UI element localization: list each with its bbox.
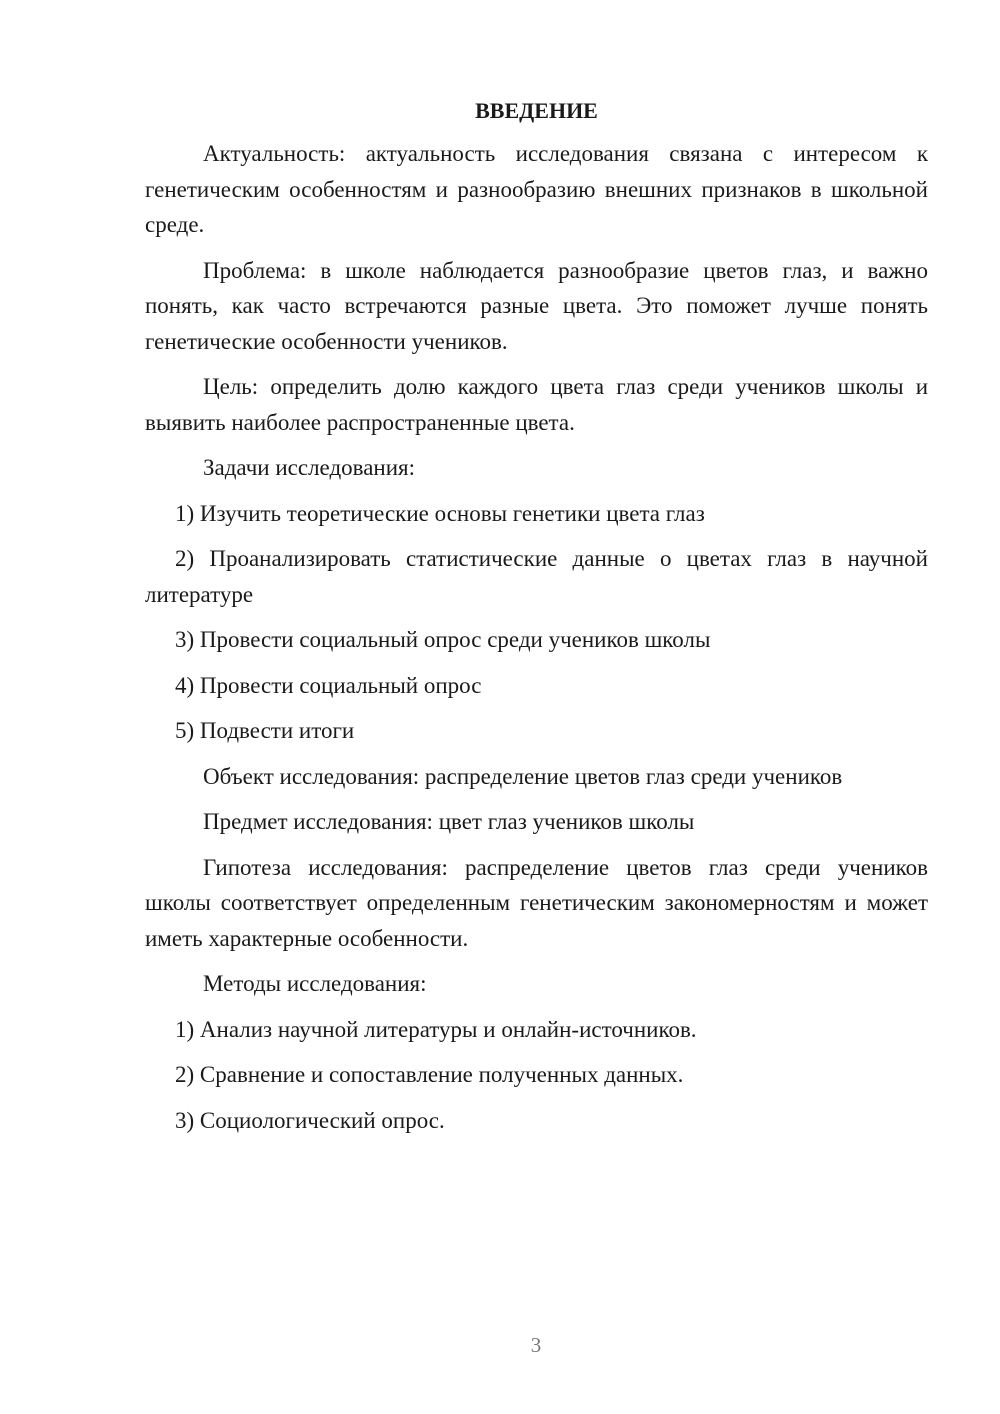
goal-paragraph: Цель: определить долю каждого цвета глаз среди учеников школы и выявить наиболее распространенные цвета. — [145, 374, 928, 435]
method-item: 2) Сравнение и сопоставление полученных данных. — [175, 1062, 684, 1087]
object-paragraph: Объект исследования: распределение цветов глаз среди учеников — [203, 763, 843, 789]
task-item: 3) Провести социальный опрос среди учеников школы — [175, 627, 711, 652]
subject-paragraph: Предмет исследования: цвет глаз учеников школы — [203, 809, 695, 834]
task-item: 4) Провести социальный опрос — [175, 672, 482, 698]
methods-heading: Методы исследования: — [203, 971, 427, 996]
task-item: 5) Подвести итоги — [175, 718, 355, 743]
page-number: 3 — [530, 1333, 542, 1357]
relevance-paragraph: Актуальность: актуальность исследования связана с интересом к генетическим особенностям и разнообразию внешних признаков в школьной среде. — [145, 141, 928, 237]
tasks-heading: Задачи исследования: — [203, 455, 416, 480]
task-item: 1) Изучить теоретические основы генетики цвета глаз — [175, 500, 705, 526]
task-item: 2) Проанализировать статистические данные о цветах глаз в научной литературе — [145, 546, 928, 607]
method-item: 1) Анализ научной литературы и онлайн-источников. — [175, 1016, 697, 1042]
section-title: ВВЕДЕНИЕ — [475, 98, 598, 123]
method-item: 3) Социологический опрос. — [175, 1107, 445, 1133]
problem-paragraph: Проблема: в школе наблюдается разнообразие цветов глаз, и важно понять, как часто встречаются разные цвета. Это поможет лучше понять генетические особенности учеников. — [145, 257, 928, 354]
hypothesis-paragraph: Гипотеза исследования: распределение цветов глаз среди учеников школы соответствует определенным генетическим закономерностям и может иметь характерные особенности. — [145, 854, 928, 951]
page-content — [145, 96, 928, 1148]
